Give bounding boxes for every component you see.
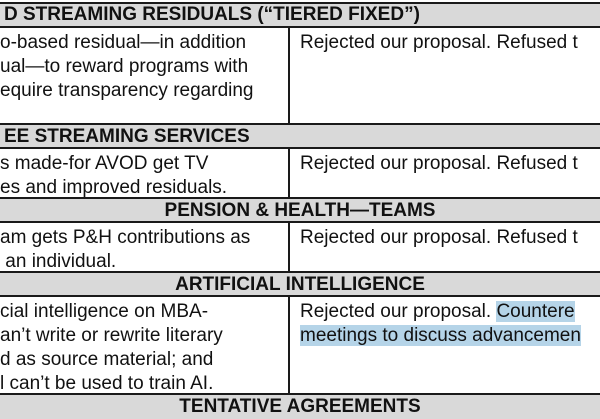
proposal-line: o-based residual—in addition [0,32,247,53]
proposal-line: an’t write or rewrite literary [0,325,223,346]
table-row-streaming-residuals [0,28,600,125]
proposal-line: s made-for AVOD get TV [0,153,209,174]
table-row-pension-health [0,223,600,273]
proposal-line: es and improved residuals. [0,177,228,197]
proposal-line: an individual. [0,251,117,271]
section-header-text: D STREAMING RESIDUALS (“TIERED FIXED”) [4,4,420,25]
table-row-artificial-intelligence [0,297,600,395]
response-text: Rejected our proposal. [300,301,497,322]
response-line: Rejected our proposal. Refused t [300,153,578,174]
response-line [300,300,600,324]
section-header-artificial-intelligence [0,273,600,297]
response-line: Rejected our proposal. Refused t [300,32,578,53]
response-cell [290,28,600,123]
section-header-text: EE STREAMING SERVICES [4,126,250,147]
section-header-tentative-agreements [0,395,600,419]
proposal-line: cial intelligence on MBA- [0,301,209,322]
section-header-pension-health [0,199,600,223]
section-header-text: PENSION & HEALTH—TEAMS [164,200,436,221]
proposal-line: l can’t be used to train AI. [0,373,214,393]
proposal-line: ual—to reward programs with [0,56,249,77]
proposal-cell [0,297,290,393]
response-line: Rejected our proposal. Refused t [300,227,578,248]
response-cell [290,297,600,393]
proposal-line: equire transparency regarding [0,80,254,101]
response-cell [290,223,600,271]
section-header-streaming-residuals [0,4,600,28]
section-header-text: ARTIFICIAL INTELLIGENCE [175,274,425,295]
highlighted-text: meetings to discuss advancemen [300,325,581,346]
proposal-line: d as source material; and [0,349,214,370]
response-line [300,324,600,348]
proposal-line: am gets P&H contributions as [0,227,251,248]
section-header-free-streaming [0,125,600,149]
table-row-free-streaming [0,149,600,199]
response-cell [290,149,600,197]
section-header-text: TENTATIVE AGREEMENTS [179,396,421,417]
proposal-cell [0,223,290,271]
proposal-cell [0,149,290,197]
highlighted-text: Countere [496,301,575,322]
proposal-cell [0,28,290,123]
